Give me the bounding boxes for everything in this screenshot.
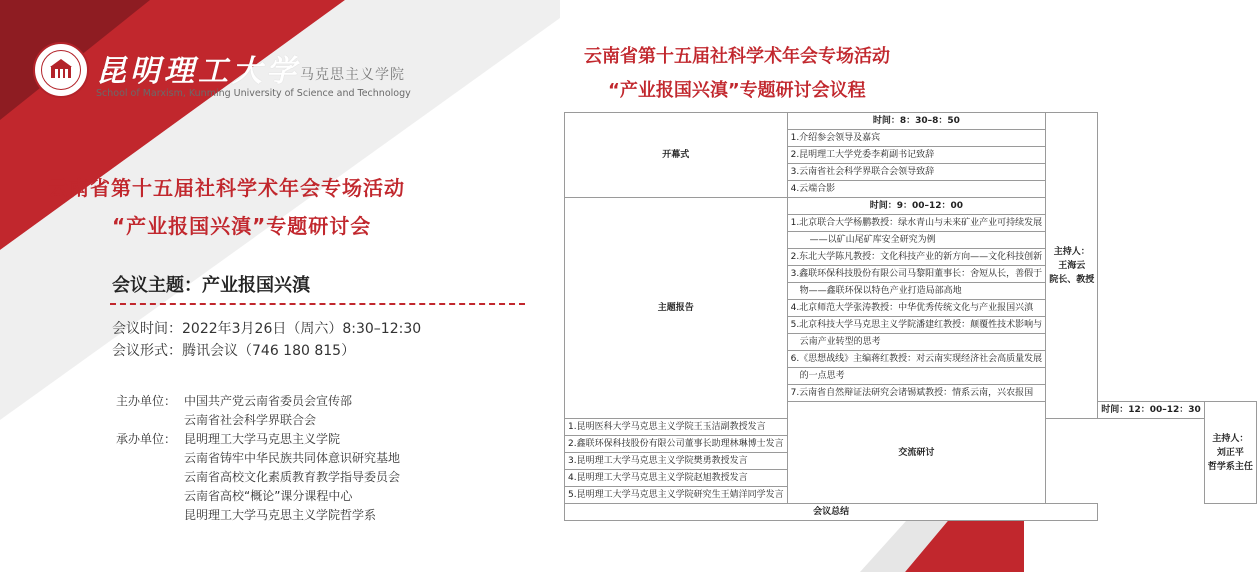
meeting-format: 会议形式：腾讯会议（746 180 815） <box>112 343 356 359</box>
host-org-row <box>116 411 316 430</box>
host-label: 主办单位： <box>116 394 177 408</box>
organizer: 云南省铸牢中华民族共同体意识研究基地 <box>184 451 401 465</box>
agenda-item: 4.昆明理工大学马克思主义学院赵旭教授发言 <box>565 470 788 487</box>
agenda-item: 4.云端合影 <box>787 181 1046 198</box>
agenda-item: 1.昆明医科大学马克思主义学院王玉洁副教授发言 <box>565 419 788 436</box>
agenda-table <box>564 112 1257 521</box>
agenda-item: 2.鑫联环保科技股份有限公司董事长助理林琳博士发言 <box>565 436 788 453</box>
table-row <box>565 113 1257 130</box>
agenda-item: 5.北京科技大学马克思主义学院潘建红教授：颠覆性技术影响与 <box>787 317 1046 334</box>
poster-title-line2: “产业报国兴滇”专题研讨会 <box>112 214 372 238</box>
agenda-item: 3.云南省社会科学界联合会领导致辞 <box>787 164 1046 181</box>
host-name: 王海云 <box>1058 260 1086 271</box>
section-name-keynote: 主题报告 <box>565 198 788 419</box>
host-org: 云南省社会科学界联合会 <box>184 413 317 427</box>
dashed-divider <box>110 303 525 305</box>
meeting-theme: 会议主题：产业报国兴滇 <box>112 275 310 296</box>
organizer-row <box>116 468 400 487</box>
host-label: 主持人： <box>1053 246 1090 257</box>
organizer-row <box>116 430 340 449</box>
section-time: 时间：9：00–12：00 <box>787 198 1046 215</box>
host-name: 刘正平 <box>1216 447 1244 458</box>
building-icon <box>49 58 73 80</box>
agenda-item: 物——鑫联环保以特色产业打造局部高地 <box>787 283 1046 300</box>
agenda-item: ——以矿山尾矿库安全研究为例 <box>787 232 1046 249</box>
agenda-title-line1: 云南省第十五届社科学术年会专场活动 <box>584 46 890 67</box>
host-cell-1 <box>1046 113 1098 419</box>
host-org: 中国共产党云南省委员会宣传部 <box>184 394 353 408</box>
university-name-cn: 昆明理工大学 <box>96 54 300 89</box>
agenda-item: 1.介绍参会领导及嘉宾 <box>787 130 1046 147</box>
agenda-item: 1.北京联合大学杨鹏教授：绿水青山与未来矿业产业可持续发展 <box>787 215 1046 232</box>
organizer-row <box>116 487 352 506</box>
university-seal-logo <box>33 42 89 98</box>
section-time: 时间：12：00–12：30 <box>1098 402 1205 419</box>
host-cell-2 <box>1204 402 1256 504</box>
agenda-item: 的一点思考 <box>787 368 1046 385</box>
organizer: 昆明理工大学马克思主义学院 <box>184 432 341 446</box>
agenda-item: 云南产业转型的思考 <box>787 334 1046 351</box>
host-title: 哲学系主任 <box>1207 461 1253 472</box>
section-name-discussion: 交流研讨 <box>787 402 1046 504</box>
poster-title-line1: 云南省第十五届社科学术年会专场活动 <box>48 176 405 200</box>
college-name-cn: 马克思主义学院 <box>300 67 405 83</box>
agenda-title-line2: “产业报国兴滇”专题研讨会议程 <box>608 80 866 101</box>
agenda-item: 5.昆明理工大学马克思主义学院研究生王婧洋同学发言 <box>565 487 788 504</box>
agenda-item: 3.昆明理工大学马克思主义学院樊勇教授发言 <box>565 453 788 470</box>
table-row <box>565 198 1257 215</box>
section-time: 时间：8：30–8：50 <box>787 113 1046 130</box>
host-title: 院长、教授 <box>1049 274 1095 285</box>
agenda-item: 2.东北大学陈凡教授：文化科技产业的新方向——文化科技创新 <box>787 249 1046 266</box>
table-row <box>565 504 1257 521</box>
organizer: 云南省高校文化素质教育教学指导委员会 <box>184 470 401 484</box>
organizer: 云南省高校“概论”课分课程中心 <box>184 489 353 503</box>
agenda-item: 4.北京师范大学张涛教授：中华优秀传统文化与产业报国兴滇 <box>787 300 1046 317</box>
closing-summary: 会议总结 <box>565 504 1098 521</box>
organizer-label: 承办单位： <box>116 432 177 446</box>
agenda-item: 6.《思想战线》主编蒋红教授：对云南实现经济社会高质量发展 <box>787 351 1046 368</box>
college-name-en: School of Marxism, Kunming University of Science and Technology <box>96 88 411 99</box>
section-name-opening: 开幕式 <box>565 113 788 198</box>
organizer: 昆明理工大学马克思主义学院哲学系 <box>184 508 377 522</box>
host-org-row <box>116 392 352 411</box>
organizer-row <box>116 506 376 525</box>
agenda-item: 2.昆明理工大学党委李莉副书记致辞 <box>787 147 1046 164</box>
agenda-item: 3.鑫联环保科技股份有限公司马黎阳董事长：舍短从长，善假于 <box>787 266 1046 283</box>
organizer-row <box>116 449 400 468</box>
meeting-time: 会议时间：2022年3月26日（周六）8:30–12:30 <box>112 321 422 337</box>
agenda-item: 7.云南省自然辩证法研究会诸锡斌教授：情系云南，兴农报国 <box>787 385 1046 402</box>
host-label: 主持人： <box>1212 433 1249 444</box>
